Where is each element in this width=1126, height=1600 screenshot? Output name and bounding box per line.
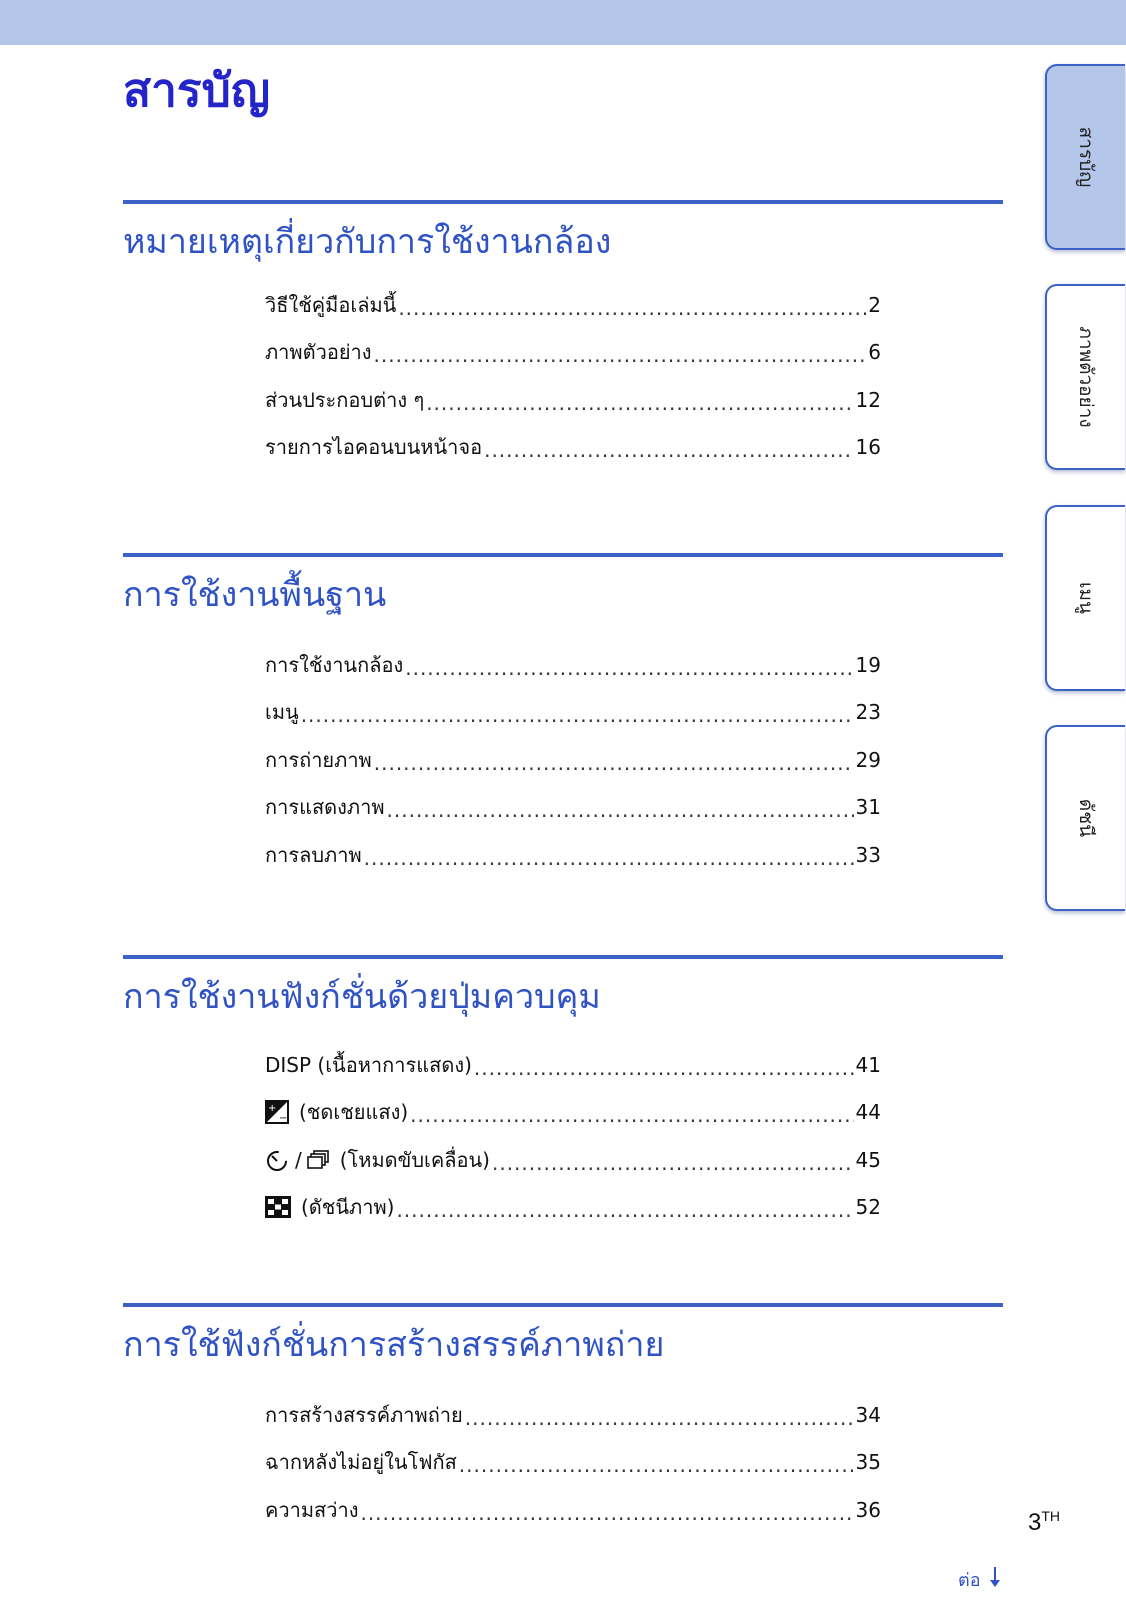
toc-list (265, 641, 881, 879)
toc-page-number: 44 (855, 1100, 881, 1125)
toc-entry-label: เมนู (265, 700, 299, 725)
tab-label: ภาพตัวอย่าง (1075, 326, 1097, 428)
toc-page-number: 41 (855, 1052, 881, 1077)
toc-entry-label-group (265, 1096, 408, 1128)
dot-leader (398, 296, 866, 320)
dot-leader (465, 1406, 854, 1430)
toc-page-number: 52 (855, 1195, 881, 1220)
section-divider (123, 1303, 1003, 1307)
page-number (1028, 1508, 1060, 1537)
page-number-value: 3 (1028, 1509, 1042, 1536)
dot-leader (374, 343, 867, 367)
toc-entry[interactable] (265, 1041, 881, 1089)
tab-menu[interactable] (1045, 505, 1125, 691)
toc-entry[interactable] (265, 831, 881, 879)
toc-entry[interactable] (265, 1089, 881, 1137)
toc-entry-label: การถ่ายภาพ (265, 747, 372, 772)
section-divider (123, 200, 1003, 204)
icon-separator: / (295, 1147, 302, 1172)
toc-entry-label-group (265, 1144, 490, 1176)
toc-entry-label: (ดัชนีภาพ) (301, 1195, 395, 1220)
toc-entry[interactable] (265, 784, 881, 832)
exposure-compensation-icon (265, 1100, 289, 1124)
toc-entry-label: วิธีใช้คู่มือเล่มนี้ (265, 292, 397, 317)
top-banner (0, 0, 1126, 45)
page-title: สารบัญ (123, 63, 271, 117)
toc-entry-label-group (265, 1191, 394, 1223)
dot-leader (364, 846, 854, 870)
toc-entry[interactable] (265, 376, 881, 424)
toc-list (265, 1391, 881, 1534)
toc-page-number: 31 (855, 795, 881, 820)
section-title: การใช้งานพื้นฐาน (123, 575, 387, 615)
dot-leader (492, 1151, 854, 1175)
dot-leader (426, 391, 853, 415)
page-number-suffix: TH (1041, 1508, 1061, 1524)
dot-leader (360, 1501, 853, 1525)
toc-entry-label: DISP (เนื้อหาการแสดง) (265, 1052, 472, 1077)
toc-page-number: 36 (855, 1497, 881, 1522)
toc-page-number: 45 (855, 1147, 881, 1172)
section-basic-operations (123, 553, 1003, 617)
toc-entry-label: การสร้างสรรค์ภาพถ่าย (265, 1402, 463, 1427)
toc-entry-label: (โหมดขับเคลื่อน) (339, 1147, 490, 1172)
toc-page-number: 33 (855, 842, 881, 867)
tab-label: สารบัญ (1075, 126, 1097, 188)
continuous-shooting-icon (306, 1148, 330, 1172)
toc-page-number: 34 (855, 1402, 881, 1427)
svg-text:+: + (268, 1103, 277, 1115)
toc-entry[interactable] (265, 281, 881, 329)
image-index-icon (265, 1196, 291, 1218)
toc-list (265, 1041, 881, 1231)
dot-leader (484, 438, 853, 462)
toc-entry[interactable] (265, 329, 881, 377)
tab-table-of-contents[interactable] (1045, 64, 1125, 250)
toc-entry[interactable] (265, 736, 881, 784)
toc-entry[interactable] (265, 1136, 881, 1184)
toc-entry-label: รายการไอคอนบนหน้าจอ (265, 435, 483, 460)
dot-leader (405, 656, 853, 680)
toc-entry-label: (ชดเชยแสง) (299, 1100, 409, 1125)
toc-entry[interactable] (265, 641, 881, 689)
section-divider (123, 553, 1003, 557)
toc-entry-label: ส่วนประกอบต่าง ๆ (265, 387, 425, 412)
toc-entry-label: การแสดงภาพ (265, 795, 385, 820)
section-control-button-functions (123, 955, 1003, 1019)
toc-page-number: 12 (855, 387, 881, 412)
dot-leader (374, 751, 854, 775)
continue-label: ต่อ (958, 1570, 981, 1591)
section-divider (123, 955, 1003, 959)
tab-sample-images[interactable] (1045, 284, 1125, 470)
toc-entry[interactable] (265, 1486, 881, 1534)
toc-entry-label: การใช้งานกล้อง (265, 652, 404, 677)
tab-label: ดัชนี (1075, 798, 1097, 838)
dot-leader (387, 798, 854, 822)
toc-page-number: 29 (855, 747, 881, 772)
toc-page-number: 2 (868, 292, 881, 317)
section-title: การใช้งานฟังก์ชั่นด้วยปุ่มควบคุม (123, 977, 601, 1017)
tab-label: เมนู (1075, 581, 1097, 615)
section-creative-functions (123, 1303, 1003, 1367)
toc-entry[interactable] (265, 1439, 881, 1487)
section-camera-notes (123, 200, 1003, 264)
down-arrow-icon (989, 1566, 1001, 1593)
toc-entry[interactable] (265, 424, 881, 472)
toc-entry[interactable] (265, 689, 881, 737)
dot-leader (459, 1453, 854, 1477)
dot-leader (301, 703, 854, 727)
toc-page-number: 16 (855, 435, 881, 460)
toc-entry-label: ความสว่าง (265, 1497, 359, 1522)
toc-entry[interactable] (265, 1184, 881, 1232)
section-title: หมายเหตุเกี่ยวกับการใช้งานกล้อง (123, 222, 612, 262)
toc-list (265, 281, 881, 471)
dot-leader (410, 1103, 853, 1127)
self-timer-icon (265, 1148, 289, 1172)
section-title: การใช้ฟังก์ชั่นการสร้างสรรค์ภาพถ่าย (123, 1325, 665, 1365)
dot-leader (474, 1056, 854, 1080)
continue-link[interactable] (958, 1565, 1001, 1594)
toc-entry-label: ภาพตัวอย่าง (265, 340, 372, 365)
toc-entry-label: ฉากหลังไม่อยู่ในโฟกัส (265, 1450, 457, 1475)
dot-leader (396, 1198, 853, 1222)
toc-page-number: 19 (855, 652, 881, 677)
tab-index[interactable] (1045, 725, 1125, 911)
toc-page-number: 6 (868, 340, 881, 365)
svg-text:−: − (279, 1113, 288, 1125)
toc-entry-label: การลบภาพ (265, 842, 362, 867)
toc-page-number: 35 (855, 1450, 881, 1475)
toc-entry[interactable] (265, 1391, 881, 1439)
toc-page-number: 23 (855, 700, 881, 725)
